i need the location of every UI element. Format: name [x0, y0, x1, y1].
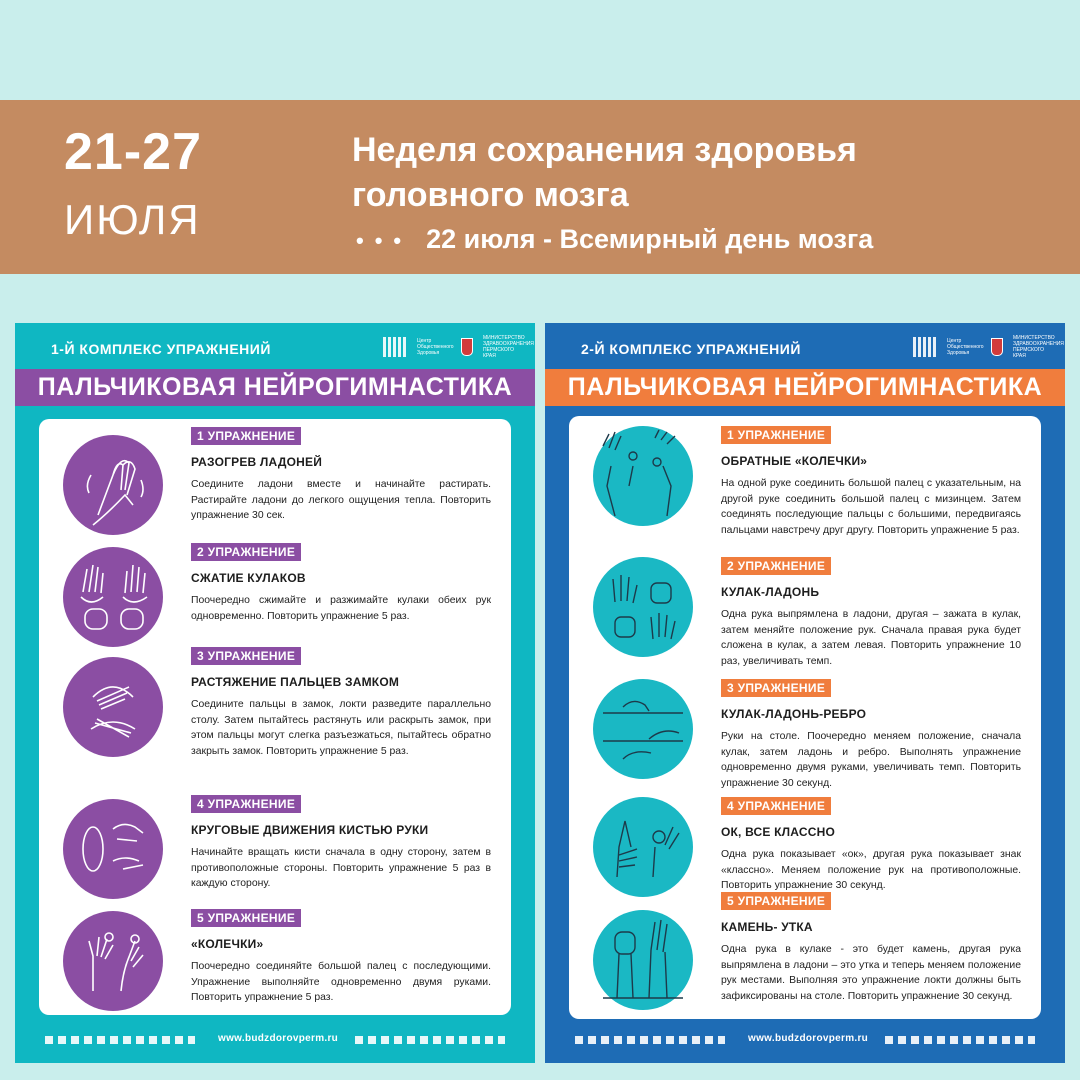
exercise-tag: 4 УПРАЖНЕНИЕ: [721, 797, 831, 815]
website-link[interactable]: www.budzdorovperm.ru: [748, 1033, 869, 1044]
decorative-pattern: [575, 1036, 725, 1044]
fist-palm-edge-icon: [593, 679, 693, 779]
decorative-pattern: [45, 1036, 195, 1044]
poster-complex-2: [545, 323, 1065, 1063]
wrist-rotation-icon: [63, 799, 163, 899]
exercise-description: Одна рука в кулаке - это будет камень, другая рука выпрямлена в ладони – это утка и теперь меняем положение рук местами. Выполняя это упражнение локти должны быть зафиксированы на столе. Повторить упражнение 30 секунд.: [721, 944, 1021, 1002]
interlocked-fingers-icon: [63, 657, 163, 757]
header-banner: [0, 100, 1080, 274]
exercise-description: Начинайте вращать кисти сначала в одну сторону, затем в противоположные стороны. Повторить упражнение 5 раз в каждую сторону.: [191, 847, 491, 889]
exercise-name: СЖАТИЕ КУЛАКОВ: [191, 571, 306, 585]
banner-title: [352, 128, 1052, 218]
exercise-name: ОБРАТНЫЕ «КОЛЕЧКИ»: [721, 454, 868, 468]
exercise-name: ОК, ВСЕ КЛАССНО: [721, 825, 835, 839]
exercise-description: На одной руке соединить большой палец с указательным, на другой руке соединить большой палец с мизинцем. Затем соединять последующие пальцы с большими, передвигаясь пальцами навстречу друг другу. Повторить упражнение 5 раз.: [721, 478, 1021, 536]
exercise-tag: 1 УПРАЖНЕНИЕ: [721, 426, 831, 444]
poster-title: ПАЛЬЧИКОВАЯ НЕЙРОГИМНАСТИКА: [15, 369, 535, 406]
decorative-pattern: [355, 1036, 505, 1044]
exercise-description: Одна рука показывает «ок», другая рука показывает знак «классно». Меняем положение рук на противоположные. Повторить упражнение 30 секунд.: [721, 849, 1021, 891]
exercise-name: РАЗОГРЕВ ЛАДОНЕЙ: [191, 455, 323, 469]
fist-palm-icon: [593, 557, 693, 657]
fists-icon: [63, 547, 163, 647]
public-health-center-logo-icon: [913, 337, 937, 357]
exercise-name: КУЛАК-ЛАДОНЬ-РЕБРО: [721, 707, 867, 721]
complex-label: 1-Й КОМПЛЕКС УПРАЖНЕНИЙ: [51, 341, 271, 357]
exercise-name: КАМЕНЬ- УТКА: [721, 920, 813, 934]
logo-text: Центр Общественного Здоровья: [417, 338, 454, 356]
exercise-tag: 3 УПРАЖНЕНИЕ: [191, 647, 301, 665]
exercise-name: КУЛАК-ЛАДОНЬ: [721, 585, 820, 599]
logos: [913, 335, 1064, 359]
logo-text: МИНИСТЕРСТВО ЗДРАВООХРАНЕНИЯ ПЕРМСКОГО КРАЯ: [483, 335, 534, 359]
month-label: ИЮЛЯ: [64, 196, 201, 243]
coat-of-arms-icon: [991, 338, 1003, 356]
exercise-tag: 2 УПРАЖНЕНИЕ: [721, 557, 831, 575]
exercise-description: Поочередно сжимайте и разжимайте кулаки обеих рук одновременно. Повторить упражнение 5 раз.: [191, 595, 491, 622]
stone-duck-icon: [593, 910, 693, 1010]
exercise-name: РАСТЯЖЕНИЕ ПАЛЬЦЕВ ЗАМКОМ: [191, 675, 400, 689]
exercise-description: Руки на столе. Поочередно меняем положение, сначала кулак, затем ладонь и ребро. Выполнять упражнение одновременно двумя руками, увеличивать темп. Повторить упражнение 30 секунд.: [721, 731, 1021, 789]
banner-subtitle: [356, 224, 873, 255]
poster-complex-1: [15, 323, 535, 1063]
complex-label: 2-Й КОМПЛЕКС УПРАЖНЕНИЙ: [581, 341, 801, 357]
poster-footer: [545, 1033, 1065, 1047]
dots-icon: •••: [356, 228, 413, 253]
exercise-description: Поочередно соединяйте большой палец с последующими. Упражнение выполняйте одновременно двумя руками. Повторить упражнение 5 раз.: [191, 961, 491, 1003]
website-link[interactable]: www.budzdorovperm.ru: [218, 1033, 339, 1044]
exercise-tag: 3 УПРАЖНЕНИЕ: [721, 679, 831, 697]
date-range: 21-27: [64, 123, 202, 181]
ok-thumbs-up-icon: [593, 797, 693, 897]
poster-footer: [15, 1033, 535, 1047]
exercise-description: Соедините пальцы в замок, локти разведите параллельно столу. Затем пытайтесь растянуть или раскрыть замок, при этом пальцы могут слегка разъезжаться, пытайтесь обратно закрыть замок. Повторить упражнение 5 раз.: [191, 699, 491, 757]
exercise-tag: 4 УПРАЖНЕНИЕ: [191, 795, 301, 813]
reverse-rings-icon: [593, 426, 693, 526]
banner-title-line2: головного мозга: [352, 176, 629, 214]
banner-subtitle-text: 22 июля - Всемирный день мозга: [426, 224, 874, 254]
exercise-tag: 1 УПРАЖНЕНИЕ: [191, 427, 301, 445]
public-health-center-logo-icon: [383, 337, 407, 357]
banner-title-line1: Неделя сохранения здоровья: [352, 131, 857, 169]
decorative-pattern: [885, 1036, 1035, 1044]
finger-rings-icon: [63, 911, 163, 1011]
coat-of-arms-icon: [461, 338, 473, 356]
palms-rubbing-icon: [63, 435, 163, 535]
exercise-card: [569, 416, 1041, 1019]
logo-text: МИНИСТЕРСТВО ЗДРАВООХРАНЕНИЯ ПЕРМСКОГО КРАЯ: [1013, 335, 1064, 359]
exercise-tag: 5 УПРАЖНЕНИЕ: [191, 909, 301, 927]
exercise-name: КРУГОВЫЕ ДВИЖЕНИЯ КИСТЬЮ РУКИ: [191, 823, 429, 837]
exercise-tag: 5 УПРАЖНЕНИЕ: [721, 892, 831, 910]
exercise-card: [39, 419, 511, 1015]
logos: [383, 335, 534, 359]
logo-text: Центр Общественного Здоровья: [947, 338, 984, 356]
exercise-tag: 2 УПРАЖНЕНИЕ: [191, 543, 301, 561]
exercise-description: Соедините ладони вместе и начинайте растирать. Растирайте ладони до легкого ощущения тепла. Повторить упражнение 30 сек.: [191, 479, 491, 521]
poster-title: ПАЛЬЧИКОВАЯ НЕЙРОГИМНАСТИКА: [545, 369, 1065, 406]
exercise-name: «КОЛЕЧКИ»: [191, 937, 264, 951]
exercise-description: Одна рука выпрямлена в ладони, другая – зажата в кулак, затем меняйте положение рук. Сначала правая рука будет сложена в кулак, а затем левая. Повторить упражнение 10 раз, увеличивать темп.: [721, 609, 1021, 667]
